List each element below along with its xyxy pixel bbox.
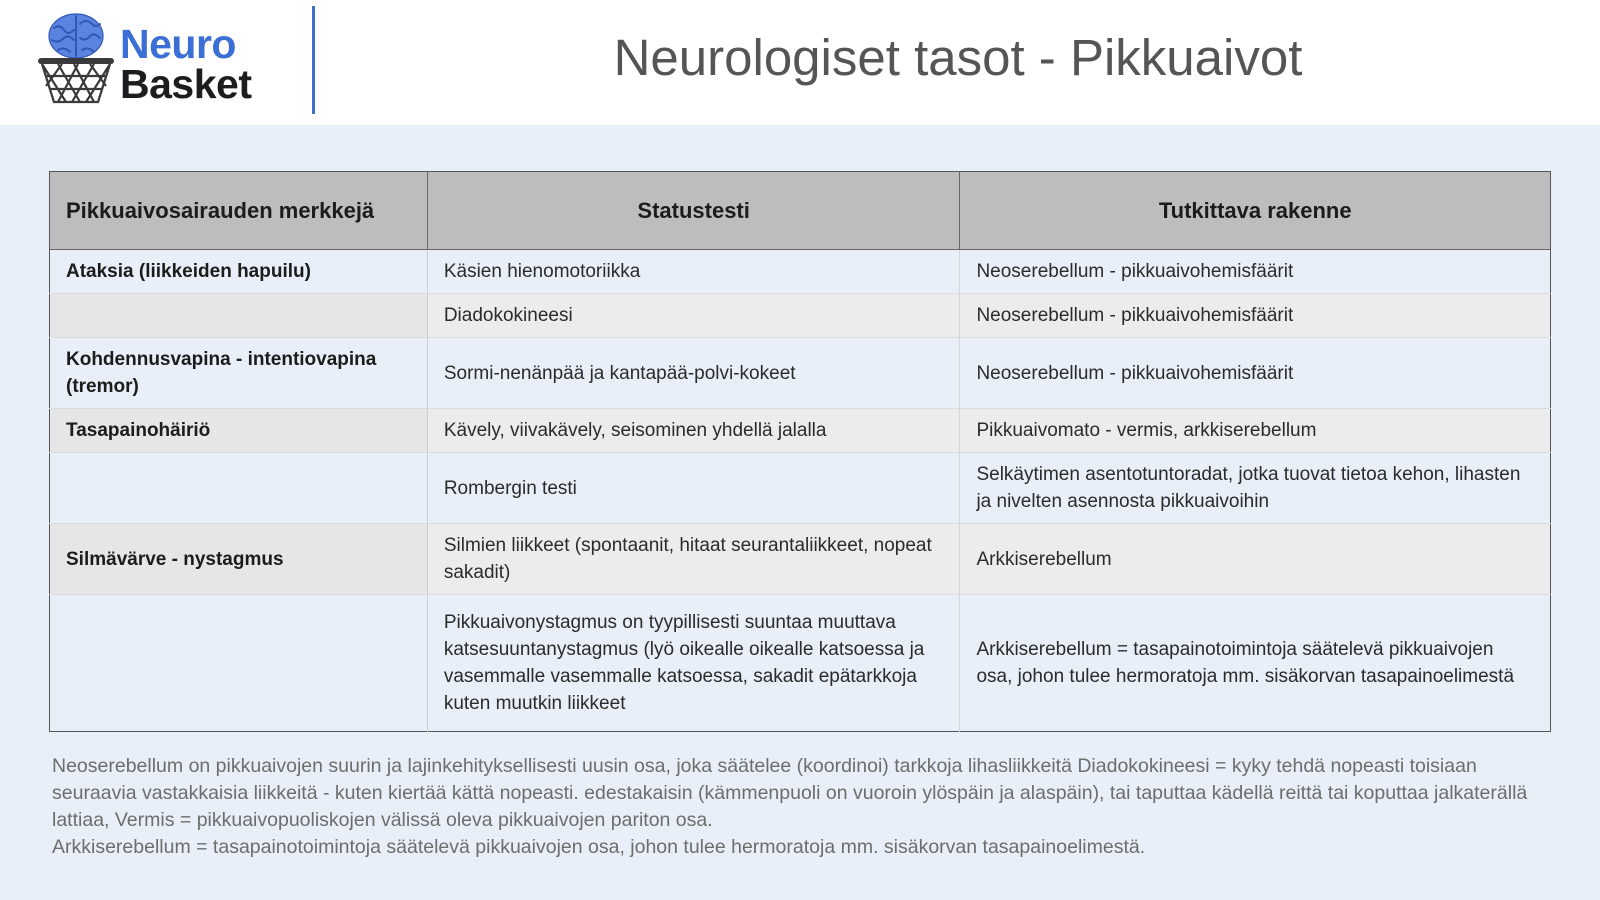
table-row	[50, 453, 1551, 524]
page-title: Neurologiset tasot - Pikkuaivot	[613, 29, 1303, 86]
logo-text-neuro: Neuro	[120, 21, 236, 67]
table-header-row	[50, 172, 1551, 250]
table-row	[50, 595, 1551, 732]
table-cell-structure: Arkkiserebellum	[960, 524, 1551, 595]
table-cell-sign	[50, 453, 428, 524]
table-cell-sign: Ataksia (liikkeiden hapuilu)	[50, 250, 428, 294]
table-cell-sign	[50, 294, 428, 338]
table-cell-test: Diadokokineesi	[427, 294, 960, 338]
header-divider	[312, 6, 315, 114]
table-row	[50, 250, 1551, 294]
column-header-structure: Tutkittava rakenne	[960, 172, 1551, 250]
footnote-line-2: Arkkiserebellum = tasapainotoimintoja säätelevä pikkuaivojen osa, johon tulee hermoratoja mm. sisäkorvan tasapainoelimestä.	[52, 836, 1146, 858]
table-cell-sign: Kohdennusvapina - intentiovapina (tremor)	[50, 338, 428, 409]
table-cell-structure: Pikkuaivomato - vermis, arkkiserebellum	[960, 409, 1551, 453]
footnote	[52, 753, 1552, 861]
table-row	[50, 294, 1551, 338]
table-cell-test: Kävely, viivakävely, seisominen yhdellä jalalla	[427, 409, 960, 453]
column-header-signs: Pikkuaivosairauden merkkejä	[50, 172, 428, 250]
table-cell-sign: Silmävärve - nystagmus	[50, 524, 428, 595]
table-cell-test: Sormi-nenänpää ja kantapää-polvi-kokeet	[427, 338, 960, 409]
table-cell-structure: Neoserebellum - pikkuaivohemisfäärit	[960, 250, 1551, 294]
table-cell-structure: Neoserebellum - pikkuaivohemisfäärit	[960, 338, 1551, 409]
table-cell-structure: Selkäytimen asentotuntoradat, jotka tuovat tietoa kehon, lihasten ja nivelten asennosta pikkuaivoihin	[960, 453, 1551, 524]
table-cell-structure: Arkkiserebellum = tasapainotoimintoja säätelevä pikkuaivojen osa, johon tulee hermoratoja mm. sisäkorvan tasapainoelimestä	[960, 595, 1551, 732]
table-row	[50, 409, 1551, 453]
brain-basketball-hoop-icon	[36, 10, 116, 105]
table-row	[50, 338, 1551, 409]
footnote-line-1: Neoserebellum on pikkuaivojen suurin ja lajinkehityksellisesti uusin osa, joka säätelee (koordinoi) tarkkoja lihasliikkeitä Diadokokineesi = kyky tehdä nopeasti toisiaan seuraavia vastakkaisia liikkeitä - kuten kiertää kättä nopeasti. edestakaisin (kämmenpuoli on vuoroin ylöspäin ja alaspäin), tai taputtaa kädellä reittä tai koputtaa jalkaterällä lattiaa, Vermis = pikkuaivopuoliskojen välissä oleva pikkuaivojen pariton osa.	[52, 755, 1528, 831]
cerebellum-signs-table	[49, 171, 1551, 732]
neurobasket-logo[interactable]	[36, 10, 276, 110]
table-row	[50, 524, 1551, 595]
header	[0, 0, 1600, 125]
table-cell-structure: Neoserebellum - pikkuaivohemisfäärit	[960, 294, 1551, 338]
table-cell-sign: Tasapainohäiriö	[50, 409, 428, 453]
table-cell-test: Pikkuaivonystagmus on tyypillisesti suuntaa muuttava katsesuuntanystagmus (lyö oikealle oikealle katsoessa ja vasemmalle vasemmalle katsoessa, sakadit epätarkkoja kuten muutkin liikkeet	[427, 595, 960, 732]
logo-text-basket: Basket	[120, 61, 252, 107]
table-cell-test: Käsien hienomotoriikka	[427, 250, 960, 294]
table-cell-test: Silmien liikkeet (spontaanit, hitaat seurantaliikkeet, nopeat sakadit)	[427, 524, 960, 595]
table-cell-test: Rombergin testi	[427, 453, 960, 524]
table-cell-sign	[50, 595, 428, 732]
column-header-status-test: Statustesti	[427, 172, 960, 250]
